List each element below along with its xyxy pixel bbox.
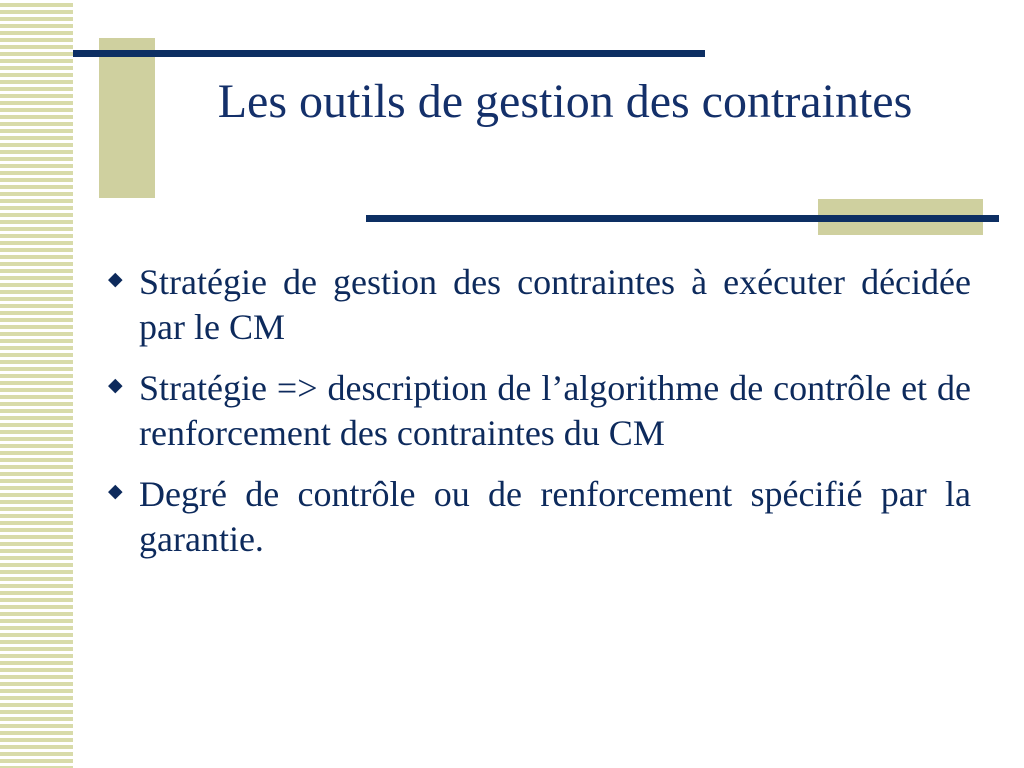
title-bottom-rule <box>366 215 999 222</box>
title-top-rule <box>73 50 705 57</box>
bullet-item <box>108 260 971 350</box>
striped-side-border <box>0 0 73 768</box>
bullet-text: Stratégie de gestion des contraintes à exécuter décidée par le CM <box>139 262 971 347</box>
diamond-bullet-icon: ◆ <box>108 269 123 290</box>
bullet-item <box>108 472 971 562</box>
diamond-bullet-icon: ◆ <box>108 481 123 502</box>
bullet-list <box>108 260 971 578</box>
bullet-item <box>108 366 971 456</box>
diamond-bullet-icon: ◆ <box>108 375 123 396</box>
bullet-text: Stratégie => description de l’algorithme de contrôle et de renforcement des contraintes du CM <box>139 368 971 453</box>
bullet-text: Degré de contrôle ou de renforcement spécifié par la garantie. <box>139 474 971 559</box>
slide-title: Les outils de gestion des contraintes <box>217 75 913 128</box>
decorative-block-left <box>99 38 155 198</box>
